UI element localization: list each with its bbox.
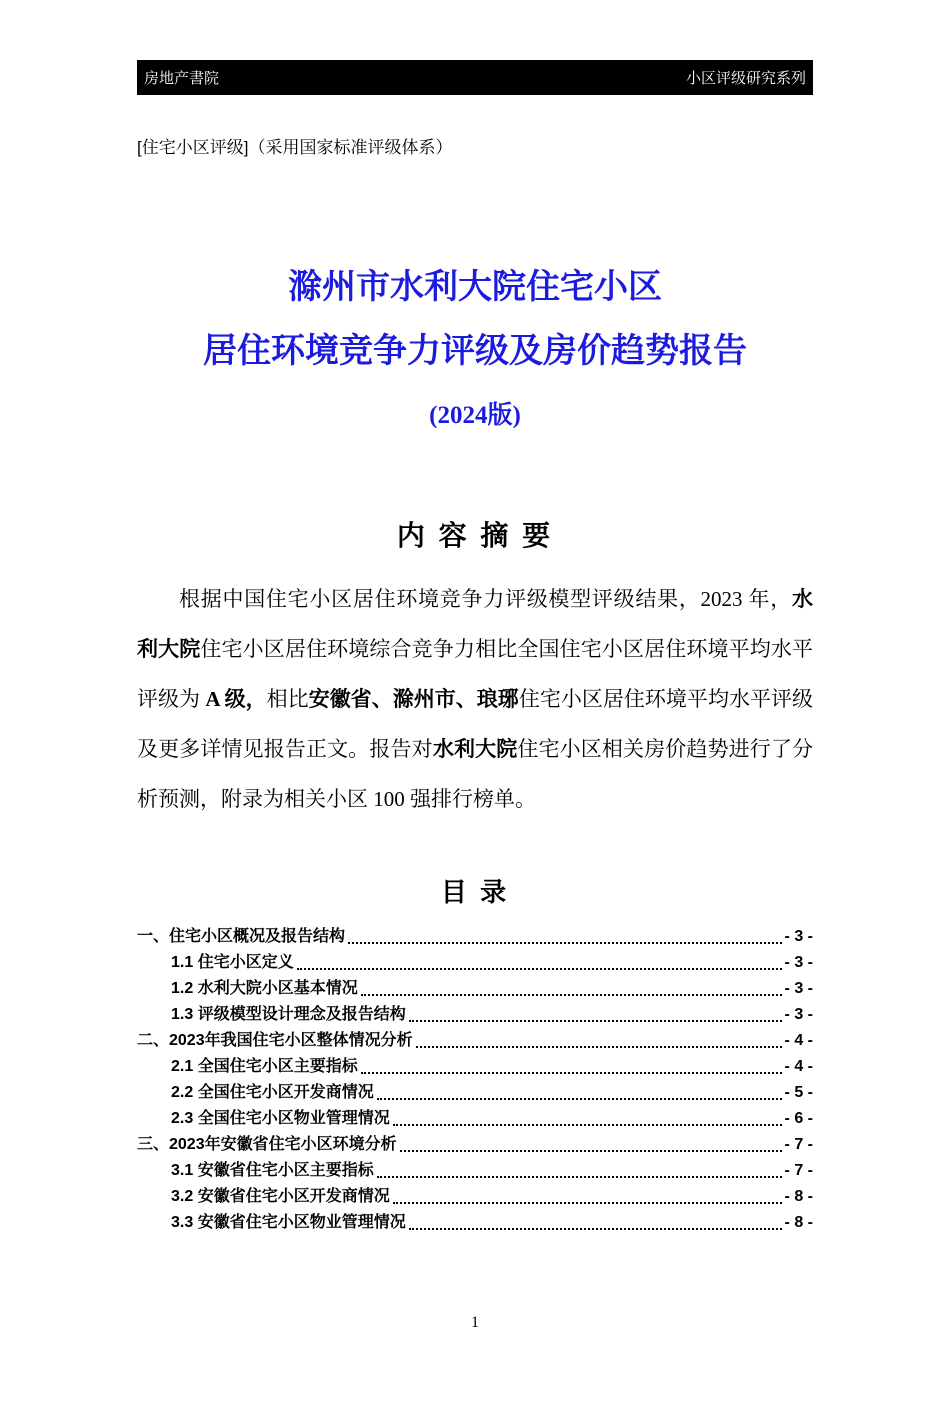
page-content (137, 60, 813, 1235)
abstract-segment: 住宅小区居住环境综合竞争力相比全国住宅小区居住环境平均水平评级为 (137, 637, 814, 711)
abstract-segment: 安徽省、滁州市、琅琊 (308, 687, 519, 711)
toc-item-page: - 6 - (784, 1110, 813, 1127)
header-left-text: 房地产書院 (144, 70, 220, 87)
toc-item-label: 1.2 水利大院小区基本情况 (171, 980, 358, 997)
toc-item-label: 一、住宅小区概况及报告结构 (137, 928, 346, 945)
toc-dot-leader (377, 1176, 782, 1178)
toc-item-label: 3.2 安徽省住宅小区开发商情况 (171, 1188, 390, 1205)
toc-item-page: - 3 - (784, 980, 813, 997)
toc-item-label: 三、2023年安徽省住宅小区环境分析 (137, 1136, 397, 1153)
toc-item-label: 3.1 安徽省住宅小区主要指标 (171, 1162, 374, 1179)
toc-dot-leader (409, 1020, 782, 1022)
abstract-segment: 住宅小区居住环境平均水平评级及更多详情见报告正文。报告对 (137, 687, 814, 761)
toc-item[interactable] (137, 1105, 813, 1131)
toc-dot-leader (361, 994, 782, 996)
toc-item-page: - 4 - (784, 1032, 813, 1049)
toc-item-label: 3.3 安徽省住宅小区物业管理情况 (171, 1214, 406, 1231)
abstract-segment: A 级， (205, 687, 267, 711)
toc-item[interactable] (137, 1001, 813, 1027)
toc-item-label: 2.1 全国住宅小区主要指标 (171, 1058, 358, 1075)
toc-dot-leader (297, 968, 782, 970)
abstract-segment: 水利大院 (137, 587, 813, 661)
toc-item-page: - 8 - (784, 1188, 813, 1205)
report-title-line1: 滁州市水利大院住宅小区 (288, 269, 662, 306)
document-page (0, 60, 950, 1404)
header-right-text: 小区评级研究系列 (685, 70, 806, 87)
abstract-heading: 内 容 摘 要 (396, 520, 554, 551)
abstract-segment: 相比 (266, 687, 309, 711)
abstract-paragraph (137, 574, 813, 824)
toc-item[interactable] (137, 1079, 813, 1105)
toc-item-page: - 5 - (784, 1084, 813, 1101)
toc-item-page: - 4 - (784, 1058, 813, 1075)
toc-item-page: - 3 - (784, 1006, 813, 1023)
toc-item-page: - 3 - (784, 928, 813, 945)
toc-dot-leader (377, 1098, 782, 1100)
toc-item-page: - 3 - (784, 954, 813, 971)
toc-dot-leader (361, 1072, 782, 1074)
toc-dot-leader (416, 1046, 782, 1048)
toc-item[interactable] (137, 923, 813, 949)
toc-item[interactable] (137, 949, 813, 975)
rating-system-note: [住宅小区评级]（采用国家标准评级体系） (137, 138, 453, 157)
toc-item-page: - 8 - (784, 1214, 813, 1231)
report-edition: (2024版) (429, 402, 521, 429)
abstract-segment: 水利大院 (432, 737, 518, 761)
abstract-segment: 根据中国住宅小区居住环境竞争力评级模型评级结果，2023 年， (179, 587, 792, 611)
abstract-segment: 住宅小区相关房价趋势进行了分析预测，附录为相关小区 100 强排行榜单。 (137, 737, 814, 811)
toc-dot-leader (393, 1202, 782, 1204)
toc-item[interactable] (137, 1027, 813, 1053)
toc-item[interactable] (137, 1183, 813, 1209)
toc-item-label: 1.3 评级模型设计理念及报告结构 (171, 1006, 406, 1023)
report-title-block (137, 256, 813, 438)
toc-item-label: 二、2023年我国住宅小区整体情况分析 (137, 1032, 413, 1049)
toc-item[interactable] (137, 1157, 813, 1183)
toc-heading: 目 录 (440, 877, 510, 907)
toc-dot-leader (393, 1124, 782, 1126)
toc-item[interactable] (137, 1209, 813, 1235)
toc-item-label: 2.2 全国住宅小区开发商情况 (171, 1084, 374, 1101)
table-of-contents (137, 923, 813, 1235)
toc-dot-leader (409, 1228, 782, 1230)
toc-item[interactable] (137, 1053, 813, 1079)
toc-item[interactable] (137, 975, 813, 1001)
toc-item-page: - 7 - (784, 1162, 813, 1179)
toc-item-page: - 7 - (784, 1136, 813, 1153)
toc-item-label: 1.1 住宅小区定义 (171, 954, 294, 971)
toc-dot-leader (348, 942, 782, 944)
toc-dot-leader (400, 1150, 782, 1152)
report-title-line2: 居住环境竞争力评级及房价趋势报告 (203, 333, 747, 370)
report-header-bar (137, 60, 813, 95)
page-number: 1 (471, 1314, 479, 1331)
toc-item[interactable] (137, 1131, 813, 1157)
toc-item-label: 2.3 全国住宅小区物业管理情况 (171, 1110, 390, 1127)
